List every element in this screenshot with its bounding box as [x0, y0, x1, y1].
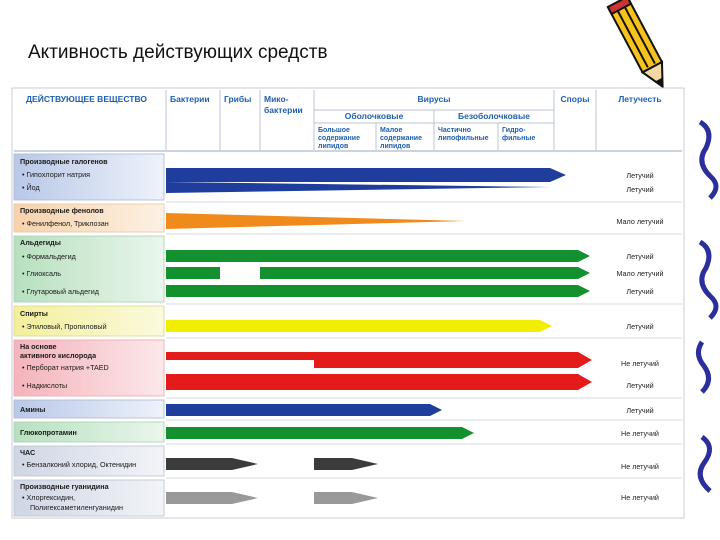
bar-perborate — [314, 352, 592, 368]
group-item-polyhexamethylene: Полигексаметиленгуанидин — [30, 503, 123, 512]
bar-hypochlorite — [166, 168, 566, 182]
group-item-chlorhexidine: • Хлоргексидин, — [22, 493, 76, 502]
header-hydrophilic-2: фильные — [502, 135, 536, 142]
group-title-oxygen-1: На основе — [20, 342, 57, 351]
bar-glutaraldehyde — [166, 285, 590, 297]
group-item-glutaraldehyde: • Глутаровый альдегид — [22, 287, 99, 296]
group-title-aldehydes: Альдегиды — [20, 238, 61, 247]
bar-glyoxal-right — [260, 267, 590, 279]
header-hydrophilic-1: Гидро- — [502, 127, 526, 134]
header-spores: Споры — [560, 94, 590, 104]
bar-peracids — [166, 374, 592, 390]
header-viruses: Вирусы — [417, 94, 451, 104]
group-item-iodine: • Йод — [22, 183, 40, 192]
volatility-alcohols: Летучий — [626, 322, 654, 331]
group-title-phenols: Производные фенолов — [20, 206, 104, 215]
volatility-peracids: Летучий — [626, 381, 654, 390]
header-partly-lipophilic-2: липофильные — [438, 135, 489, 142]
volatility-glucoprotamine: Не летучий — [621, 429, 659, 438]
volatility-phenylphenol: Мало летучий — [616, 217, 664, 226]
bar-amines — [166, 404, 442, 416]
bar-glyoxal-left — [166, 267, 220, 279]
group-item-phenylphenol: • Фенилфенол, Триклозан — [22, 219, 109, 228]
group-title-quats: ЧАС — [20, 448, 36, 457]
group-title-glucoprotamine: Глюкопротамин — [20, 428, 77, 437]
header-partly-lipophilic-1: Частично — [438, 127, 472, 134]
group-item-glyoxal: • Глиоксаль — [22, 269, 61, 278]
header-mycobacteria-1: Мико- — [264, 94, 289, 104]
group-title-alcohols: Спирты — [20, 309, 48, 318]
volatility-formaldehyde: Летучий — [626, 252, 654, 261]
group-item-formaldehyde: • Формальдегид — [22, 252, 76, 261]
group-item-alcohols: • Этиловый, Пропиловый — [22, 322, 107, 331]
slide-title: Активность действующих средств — [28, 42, 328, 63]
group-title-guanidines: Производные гуанидина — [20, 482, 109, 491]
bar-alcohols — [166, 320, 552, 332]
header-low-lipid-1: Малое — [380, 127, 403, 134]
bar-perborate-thin — [166, 352, 314, 360]
header-high-lipid-3: липидов — [318, 143, 349, 150]
header-volatility: Летучесть — [618, 94, 662, 104]
group-item-perborate: • Перборат натрия +TAED — [22, 363, 109, 372]
volatility-amines: Летучий — [626, 406, 654, 415]
group-item-hypochlorite: • Гипохлорит натрия — [22, 170, 90, 179]
header-low-lipid-3: липидов — [380, 143, 411, 150]
volatility-glyoxal: Мало летучий — [616, 269, 664, 278]
volatility-guanidines: Не летучий — [621, 493, 659, 502]
volatility-iodine: Летучий — [626, 185, 654, 194]
group-title-oxygen-2: активного кислорода — [20, 351, 97, 360]
header-high-lipid-2: содержание — [318, 135, 360, 142]
bar-formaldehyde — [166, 250, 590, 262]
bar-glucoprotamine — [166, 427, 474, 439]
header-mycobacteria-2: бактерии — [264, 105, 303, 115]
group-item-peracids: • Надкислоты — [22, 381, 68, 390]
header-high-lipid-1: Большое — [318, 127, 350, 134]
volatility-hypochlorite: Летучий — [626, 171, 654, 180]
group-title-amines: Амины — [20, 405, 46, 414]
volatility-perborate: Не летучий — [621, 359, 659, 368]
header-bacteria: Бактерии — [170, 94, 210, 104]
volatility-quats: Не летучий — [621, 462, 659, 471]
volatility-glutaraldehyde: Летучий — [626, 287, 654, 296]
header-non-enveloped: Безоболочковые — [457, 111, 531, 121]
header-enveloped: Оболочковые — [344, 111, 404, 121]
header-active-substance: ДЕЙСТВУЮЩЕЕ ВЕЩЕСТВО — [26, 94, 147, 104]
group-title-halogens: Производные галогенов — [20, 157, 108, 166]
header-low-lipid-2: содержание — [380, 135, 422, 142]
header-fungi: Грибы — [224, 94, 252, 104]
group-item-quats: • Бензалконий хлорид, Октенидин — [22, 460, 137, 469]
